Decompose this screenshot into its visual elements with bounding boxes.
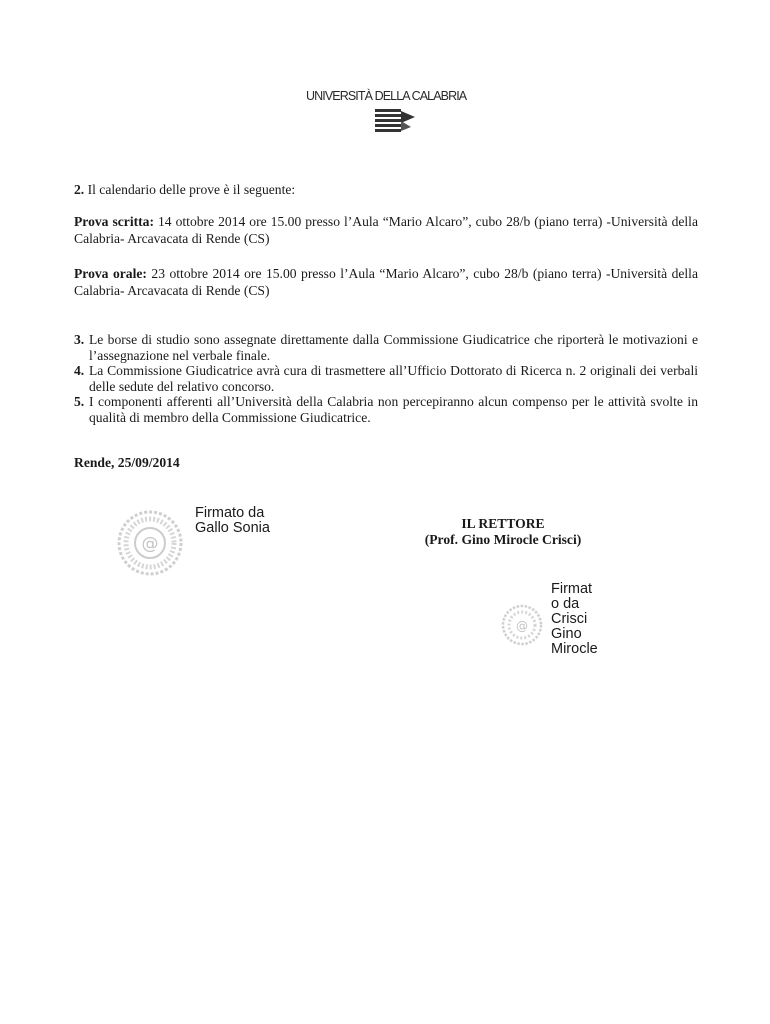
- seal-right-icon: [500, 603, 544, 652]
- list-item-number: 4.: [74, 363, 85, 378]
- list-item-text: La Commissione Giudicatrice avrà cura di trasmettere all’Ufficio Dottorato di Ricerca n. 2 originali dei verbali delle sedute del relativo concorso.: [89, 363, 698, 394]
- list-item-number: 5.: [74, 394, 85, 409]
- signature-left-line1: Firmato da: [195, 505, 265, 521]
- list-item: [74, 363, 698, 394]
- university-logo-icon: [375, 109, 417, 138]
- prova-orale-text: 23 ottobre 2014 ore 15.00 presso l’Aula “Mario Alcaro”, cubo 28/b (piano terra) -Università della Calabria- Arcavacata di Rende (CS): [74, 266, 698, 298]
- prova-scritta-label: Prova scritta:: [74, 214, 154, 229]
- rettore-name: (Prof. Gino Mirocle Crisci): [424, 532, 582, 547]
- prova-scritta: [74, 213, 698, 247]
- section-2-text: Il calendario delle prove è il seguente:: [84, 182, 296, 197]
- numbered-list: [74, 332, 698, 425]
- prova-orale: [74, 265, 698, 299]
- signature-right-line: Firmat: [551, 581, 593, 597]
- section-2-intro: [74, 181, 698, 198]
- university-logo-text: UNIVERSITÀ DELLA CALABRIA: [306, 89, 467, 103]
- signature-right-line: Mirocle: [551, 641, 598, 657]
- seal-left-icon: [115, 508, 185, 583]
- section-2-number: 2.: [74, 182, 85, 197]
- rettore-block: [418, 516, 588, 548]
- signature-right-line: o da: [551, 596, 580, 612]
- rettore-title: IL RETTORE: [461, 516, 545, 531]
- svg-text:@: @: [141, 534, 159, 554]
- place-date: Rende, 25/09/2014: [74, 455, 180, 470]
- list-item-text: Le borse di studio sono assegnate direttamente dalla Commissione Giudicatrice che riporterà le motivazioni e l’assegnazione nel verbale finale.: [89, 332, 698, 363]
- signature-left-line2: Gallo Sonia: [195, 520, 270, 536]
- signature-right-line: Gino: [551, 626, 582, 642]
- list-item: [74, 332, 698, 363]
- list-item: [74, 394, 698, 425]
- svg-text:@: @: [516, 619, 528, 633]
- prova-scritta-text: 14 ottobre 2014 ore 15.00 presso l’Aula “Mario Alcaro”, cubo 28/b (piano terra) -Università della Calabria- Arcavacata di Rende (CS): [74, 214, 698, 246]
- signature-right-line: Crisci: [551, 611, 588, 627]
- prova-orale-label: Prova orale:: [74, 266, 147, 281]
- list-item-number: 3.: [74, 332, 85, 347]
- signature-right-text: [551, 582, 598, 657]
- signature-left-text: [195, 506, 270, 536]
- list-item-text: I componenti afferenti all’Università della Calabria non percepiranno alcun compenso per le attività svolte in qualità di membro della Commissione Giudicatrice.: [89, 394, 698, 425]
